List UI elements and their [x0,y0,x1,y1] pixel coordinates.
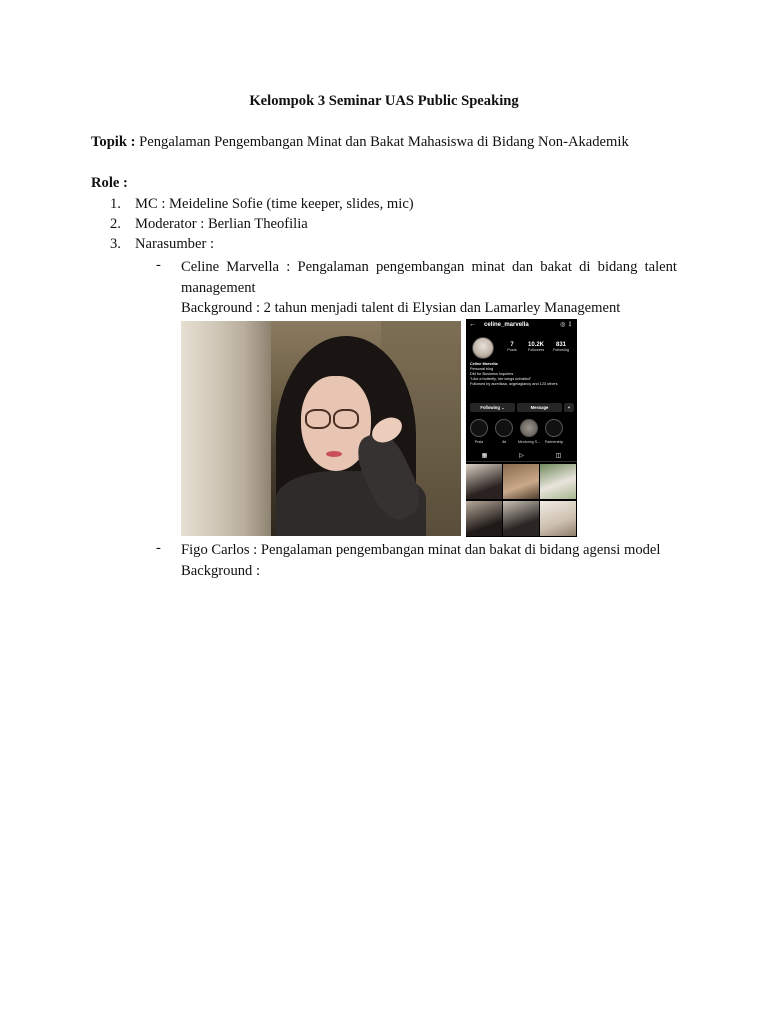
ig-bio: Celine Marvella Personal blog DM for Business Inquiries "Like a butterfly, her wings unfolded" Followed by aurelikaa, angelagiancy and 123 others [470,362,558,386]
speaker-1-background: Background : 2 tahun menjadi talent di Elysian dan Lamarley Management [181,300,621,316]
role-text: Moderator : Berlian Theofilia [135,216,308,232]
topic-value: Pengalaman Pengembangan Minat dan Bakat Mahasiswa di Bidang Non-Akademik [135,134,629,150]
list-number: 1. [110,196,121,212]
speaker-1-desc-line1: Celine Marvella : Pengalaman pengembangan minat dan bakat di bidang talent [181,259,677,275]
role-text: Narasumber : [135,236,215,252]
ig-posts-stat: 7 Posts [507,342,517,352]
speaker-2-desc-line1: Figo Carlos : Pengalaman pengembangan minat dan bakat di bidang agensi model [181,542,661,558]
ig-highlight [520,419,538,437]
list-number: 3. [110,236,121,252]
document-title: Kelompok 3 Seminar UAS Public Speaking [249,93,519,109]
ig-highlight [470,419,488,437]
instagram-profile-screenshot [466,319,577,537]
role-item-narasumber [110,236,214,253]
ig-post-thumbnail [466,464,502,499]
ig-highlight-label: Praia [474,440,484,444]
ig-tabs [466,451,577,462]
avatar [472,337,494,359]
reels-icon: ▷ [519,453,524,459]
ig-menu-icon: ◎ ⋮ [560,322,573,328]
grid-icon: ▦ [481,453,488,459]
speaker-1-desc-line2: management [181,279,256,296]
ig-highlight [545,419,563,437]
ig-username: celine_marvella [484,322,529,328]
topic-label: Topik : [91,134,136,150]
speaker-2-block [181,540,677,581]
role-text: MC : Meideline Sofie (time keeper, slides, mic) [135,196,414,212]
list-number: 2. [110,216,121,232]
back-arrow-icon: ← [469,321,476,328]
role-heading: Role : [91,175,128,191]
ig-add-button: + [564,403,574,412]
ig-highlight-label: Jkt [501,440,507,444]
ig-highlight-label: Mentoring S... [517,440,541,444]
speaker-1-photo [181,321,461,536]
topic-line [91,134,629,151]
speaker-1-block [181,257,677,319]
bullet-dash: - [156,540,161,556]
ig-post-thumbnail [466,501,502,536]
ig-following-stat: 831 Following [552,342,570,352]
ig-highlight [495,419,513,437]
role-item-moderator [110,216,308,233]
ig-post-thumbnail [503,501,539,536]
ig-post-thumbnail [540,464,576,499]
ig-followers-stat: 10.2K Followers [527,342,545,352]
bullet-dash: - [156,257,161,273]
speaker-2-background: Background : [181,562,261,579]
ig-topbar [466,319,577,332]
ig-message-button: Message [517,403,562,412]
ig-following-button: Following ⌄ [470,403,515,412]
ig-post-thumbnail [540,501,576,536]
ig-photo-grid [466,464,577,537]
ig-post-thumbnail [503,464,539,499]
tagged-icon: ◫ [555,453,562,459]
ig-highlight-label: Partnership [544,440,564,444]
role-item-mc [110,196,414,213]
